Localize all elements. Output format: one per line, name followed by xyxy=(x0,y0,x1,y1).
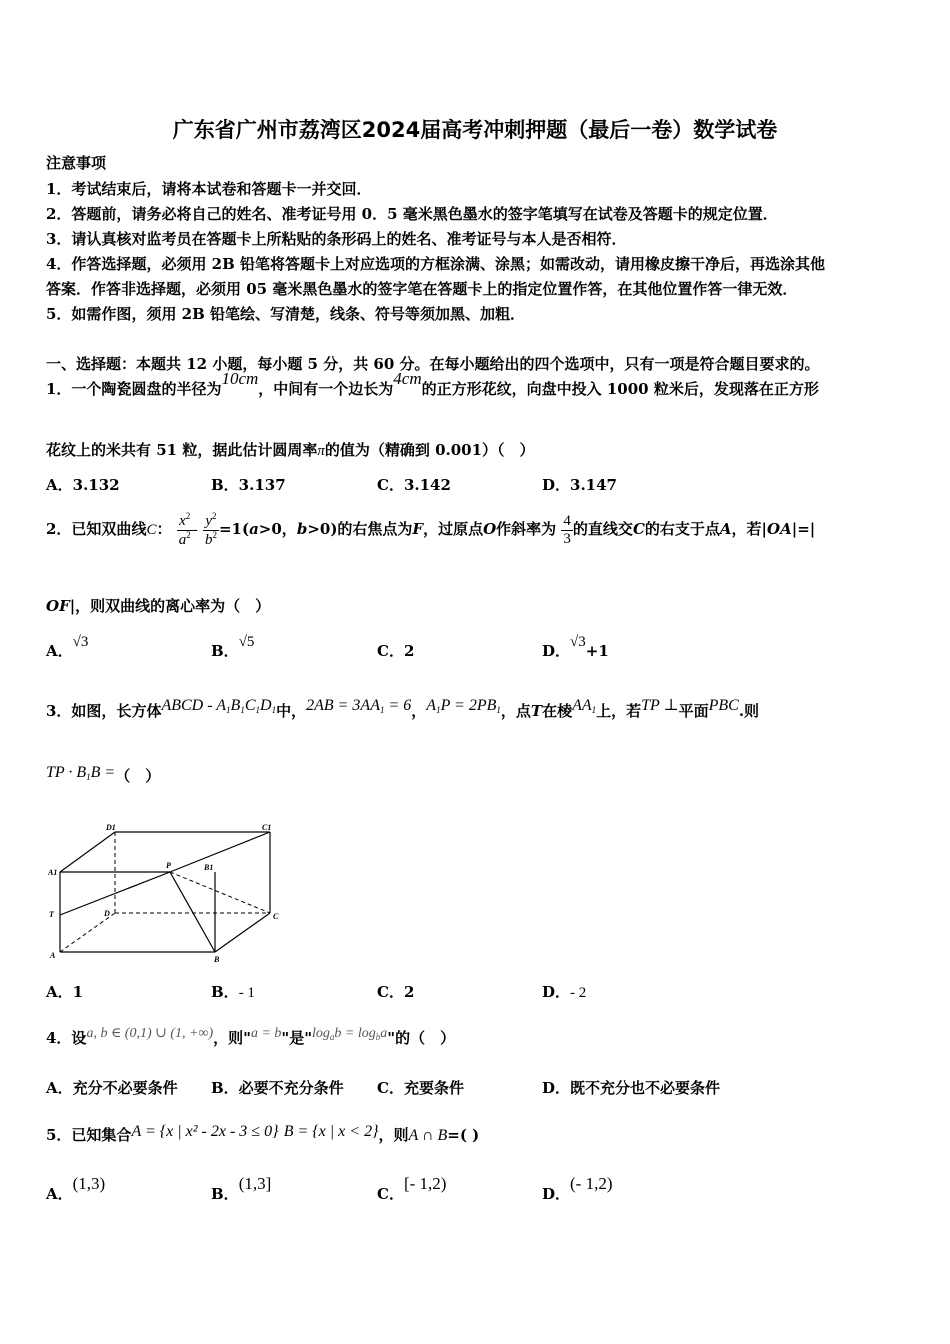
question-5: 5．已知集合A = {x | x² - 2x - 3 ≤ 0} B = {x | x < 2}，则A ∩ B=( ) xyxy=(46,1123,480,1144)
q4-option-d[interactable]: D．既不充分也不必要条件 xyxy=(542,1079,721,1097)
q2-option-c[interactable]: C．2 xyxy=(377,642,415,660)
q3-option-b[interactable]: B．- 1 xyxy=(211,983,255,1001)
question-2: 2．已知双曲线C： $\frac{x^2}{a^2}$ - $\frac{y^2}{b^2}$ =1(a>0，b>0)的右焦点为F，过原点O作斜率为 $\frac{4}{3}$ 的直线交C的右支于点A，若|OA|=| xyxy=(46,511,816,548)
label-d: D xyxy=(104,909,110,918)
cuboid-figure xyxy=(44,820,289,965)
label-c1: C1 xyxy=(262,823,272,832)
section-heading: 一、选择题：本题共 12 小题，每小题 5 分，共 60 分。在每小题给出的四个选项中，只有一项是符合题目要求的。 xyxy=(46,355,820,373)
q3-option-a[interactable]: A．1 xyxy=(46,983,84,1001)
q3-option-d[interactable]: D．- 2 xyxy=(542,983,587,1001)
q1-option-a[interactable]: A．3.132 xyxy=(46,476,120,494)
question-1-line2: 花纹上的米共有 51 粒，据此估计圆周率π的值为（精确到 0.001）（ ） xyxy=(46,441,535,459)
label-d1: D1 xyxy=(106,823,116,832)
q2-option-d[interactable]: D．√3+1 xyxy=(542,634,609,660)
notice-item: 5．如需作图，须用 2B 铅笔绘、写清楚，线条、符号等须加黑、加粗． xyxy=(46,305,525,323)
notice-item: 4．作答选择题，必须用 2B 铅笔将答题卡上对应选项的方框涂满、涂黑；如需改动，请用橡皮擦干净后，再选涂其他 xyxy=(46,255,826,273)
q4-option-c[interactable]: C．充要条件 xyxy=(377,1079,464,1097)
question-4: 4．设a, b ∈ (0,1) ∪ (1, +∞)，则"a = b"是"$\log_ab = \log_ba$"的（ ） xyxy=(46,1026,456,1047)
q4-option-a[interactable]: A．充分不必要条件 xyxy=(46,1079,178,1097)
q1-option-d[interactable]: D．3.147 xyxy=(542,476,617,494)
notice-heading: 注意事项 xyxy=(46,154,107,172)
q1-option-b[interactable]: B．3.137 xyxy=(211,476,286,494)
label-b: B xyxy=(214,955,220,964)
question-3: 3．如图，长方体ABCD - $A_1B_1C_1D_1$中，$2AB = 3AA_1 = 6$，$A_1P = 2PB_1$，点T在棱$AA_1$上，若TP ⊥平面PBC.则 xyxy=(46,697,760,720)
q2-option-a[interactable]: A．√3 xyxy=(46,634,89,660)
label-b1: B1 xyxy=(204,863,214,872)
question-2-line2: OF|，则双曲线的离心率为（ ） xyxy=(46,597,271,615)
page-title: 广东省广州市荔湾区2024届高考冲刺押题（最后一卷）数学试卷 xyxy=(172,118,778,142)
q4-option-b[interactable]: B．必要不充分条件 xyxy=(211,1079,344,1097)
question-3-line2: TP · $B_1B$ =（ ） xyxy=(46,764,161,785)
label-c: C xyxy=(273,912,279,921)
label-a: A xyxy=(50,951,56,960)
q5-option-c[interactable]: C．[- 1,2) xyxy=(377,1174,447,1203)
q5-option-b[interactable]: B．(1,3] xyxy=(211,1174,272,1203)
notice-item: 1．考试结束后，请将本试卷和答题卡一并交回． xyxy=(46,180,372,198)
notice-item: 2．答题前，请务必将自己的姓名、准考证号用 0．5 毫米黑色墨水的签字笔填写在试卷及答题卡的规定位置． xyxy=(46,205,778,223)
notice-item: 答案．作答非选择题，必须用 05 毫米黑色墨水的签字笔在答题卡上的指定位置作答，在其他位置作答一律无效． xyxy=(46,280,798,298)
q2-option-b[interactable]: B．√5 xyxy=(211,634,255,660)
label-t: T xyxy=(49,910,54,919)
q5-option-d[interactable]: D．(- 1,2) xyxy=(542,1174,613,1203)
question-1: 1．一个陶瓷圆盘的半径为10cm，中间有一个边长为4cm的正方形花纹，向盘中投入 1000 粒米后，发现落在正方形 xyxy=(46,369,819,398)
label-a1: A1 xyxy=(48,868,58,877)
notice-item: 3．请认真核对监考员在答题卡上所粘贴的条形码上的姓名、准考证号与本人是否相符． xyxy=(46,230,627,248)
q5-option-a[interactable]: A．(1,3) xyxy=(46,1174,106,1203)
q1-option-c[interactable]: C．3.142 xyxy=(377,476,451,494)
label-p: P xyxy=(166,861,171,870)
q3-option-c[interactable]: C．2 xyxy=(377,983,415,1001)
